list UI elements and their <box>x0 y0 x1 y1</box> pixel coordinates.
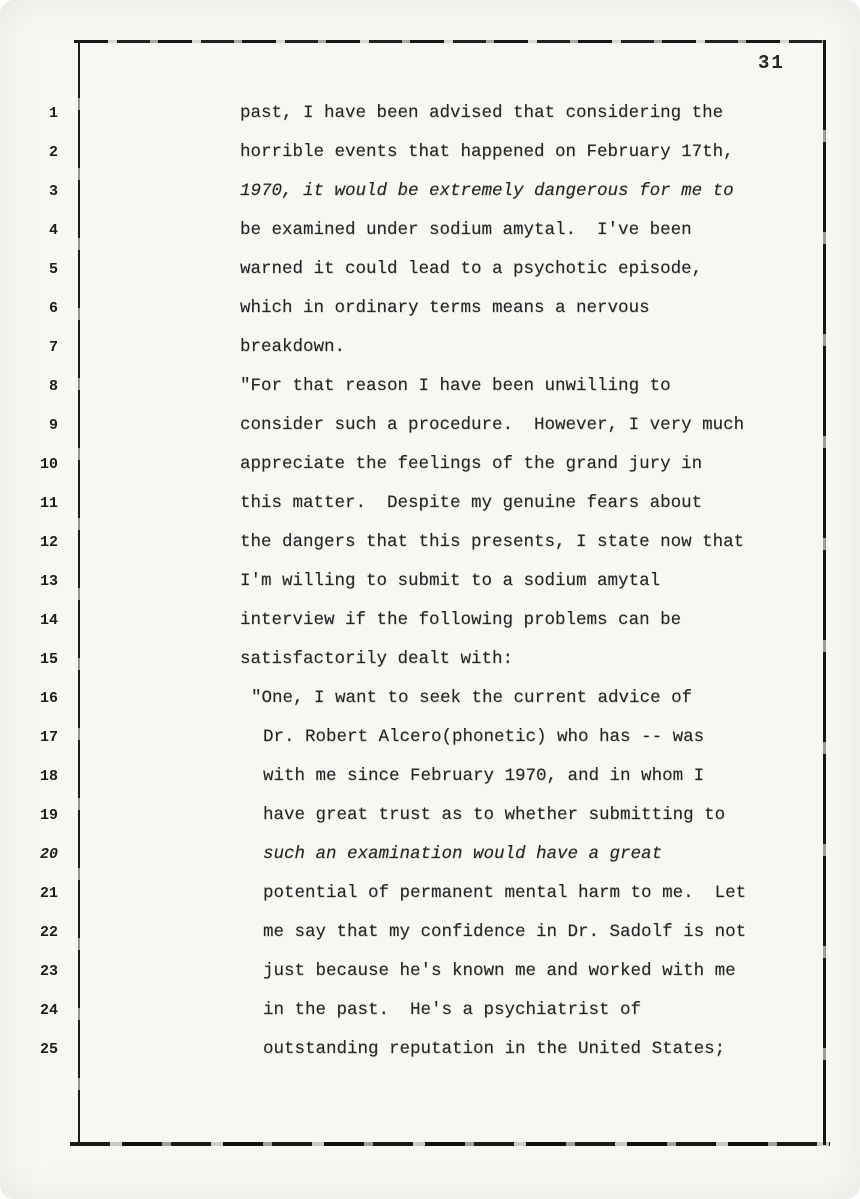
line-text: appreciate the feelings of the grand jury in <box>240 454 703 474</box>
line-text: the dangers that this presents, I state now that <box>240 532 745 552</box>
line-text: consider such a procedure. However, I very much <box>240 415 745 435</box>
transcript-line <box>0 133 860 172</box>
line-number: 9 <box>48 417 58 434</box>
line-text: this matter. Despite my genuine fears about <box>240 493 703 513</box>
transcript-line <box>0 94 860 133</box>
transcript-line <box>0 562 860 601</box>
transcript-line <box>0 484 860 523</box>
transcript-line <box>0 913 860 952</box>
transcript-line <box>0 640 860 679</box>
line-text: "One, I want to seek the current advice of <box>251 688 693 708</box>
transcript-line <box>0 250 860 289</box>
line-text: satisfactorily dealt with: <box>240 649 514 669</box>
transcript-line <box>0 211 860 250</box>
page-border-top <box>74 40 826 43</box>
line-text: Dr. Robert Alcero(phonetic) who has -- was <box>263 727 705 747</box>
line-number: 4 <box>48 222 58 239</box>
transcript-line <box>0 445 860 484</box>
line-number: 6 <box>48 300 58 317</box>
line-text: such an examination would have a great <box>263 844 663 864</box>
line-number: 13 <box>39 573 58 590</box>
line-number: 23 <box>39 963 58 980</box>
line-text: in the past. He's a psychiatrist of <box>263 1000 642 1020</box>
line-text: which in ordinary terms means a nervous <box>240 298 650 318</box>
transcript-line <box>0 289 860 328</box>
transcript-line <box>0 835 860 874</box>
line-number: 2 <box>48 144 58 161</box>
line-text: have great trust as to whether submitting to <box>263 805 726 825</box>
line-number: 1 <box>48 105 58 122</box>
transcript-line <box>0 172 860 211</box>
page-number: 31 <box>758 52 785 74</box>
line-text: horrible events that happened on February 17th, <box>240 142 734 162</box>
line-number: 14 <box>39 612 58 629</box>
line-text: me say that my confidence in Dr. Sadolf is not <box>263 922 747 942</box>
line-number: 8 <box>48 378 58 395</box>
line-text: I'm willing to submit to a sodium amytal <box>240 571 661 591</box>
line-number: 11 <box>39 495 58 512</box>
transcript-line <box>0 796 860 835</box>
transcript-line <box>0 757 860 796</box>
transcript-line <box>0 601 860 640</box>
line-text: warned it could lead to a psychotic episode, <box>240 259 703 279</box>
transcript-line <box>0 952 860 991</box>
transcript-lines <box>0 94 860 1069</box>
transcript-line <box>0 991 860 1030</box>
line-number: 20 <box>39 846 58 863</box>
line-text: potential of permanent mental harm to me. Let <box>263 883 747 903</box>
transcript-line <box>0 679 860 718</box>
line-number: 7 <box>48 339 58 356</box>
transcript-line <box>0 1030 860 1069</box>
line-text: be examined under sodium amytal. I've been <box>240 220 692 240</box>
transcript-line <box>0 406 860 445</box>
line-text: past, I have been advised that considering the <box>240 103 724 123</box>
line-number: 21 <box>39 885 58 902</box>
line-text: "For that reason I have been unwilling to <box>240 376 671 396</box>
line-number: 5 <box>48 261 58 278</box>
line-text: 1970, it would be extremely dangerous for me to <box>240 181 734 201</box>
line-number: 12 <box>39 534 58 551</box>
line-number: 18 <box>39 768 58 785</box>
line-number: 22 <box>39 924 58 941</box>
line-number: 17 <box>39 729 58 746</box>
transcript-line <box>0 367 860 406</box>
line-number: 24 <box>39 1002 58 1019</box>
line-text: just because he's known me and worked with me <box>263 961 736 981</box>
line-number: 16 <box>39 690 58 707</box>
page-border-bottom <box>70 1142 830 1146</box>
line-text: outstanding reputation in the United States; <box>263 1039 726 1059</box>
line-text: with me since February 1970, and in whom I <box>263 766 705 786</box>
line-number: 25 <box>39 1041 58 1058</box>
line-number: 19 <box>39 807 58 824</box>
line-number: 15 <box>39 651 58 668</box>
line-number: 3 <box>48 183 58 200</box>
transcript-line <box>0 874 860 913</box>
line-text: breakdown. <box>240 337 346 357</box>
transcript-line <box>0 328 860 367</box>
line-number: 10 <box>39 456 58 473</box>
line-text: interview if the following problems can be <box>240 610 682 630</box>
transcript-line <box>0 718 860 757</box>
transcript-line <box>0 523 860 562</box>
